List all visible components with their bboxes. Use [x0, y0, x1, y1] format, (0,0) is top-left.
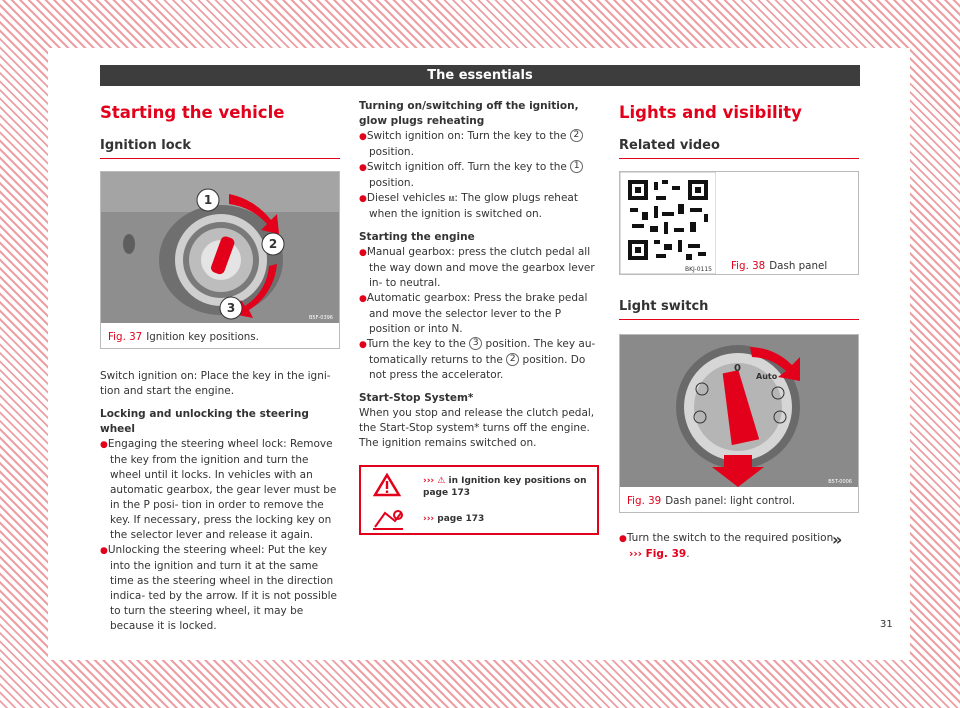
bullet-engage-lock: ● Engaging the steering wheel lock: Remove the key from the ignition and turn the wheel until it locks. In vehicles with an automatic gearbox, the gear lever must be in the P posi- tion in order to remove the key. If necessary, press the locking key on the selector lever and release it again. [100, 437, 340, 543]
section-title: Starting the vehicle [100, 103, 285, 122]
figure-37 [100, 171, 340, 349]
warning-ref[interactable]: ››› ⚠ in Ignition key positions on page 173 [423, 476, 587, 498]
warning-box [359, 465, 599, 535]
position-2-badge-b: 2 [506, 353, 519, 366]
fig39-caption: Fig. 39 Dash panel: light control. [627, 495, 796, 507]
ignition-illustration [101, 172, 339, 323]
light-switch-illustration [620, 335, 858, 487]
bullet-unlock: ● Unlocking the steering wheel: Put the key into the ignition and turn it at the same time as the steering wheel in the direction indica- ted by the arrow. If it is not possible to turn the steering wheel, it may be because it is locked. [100, 543, 340, 634]
bullet-switch-on: ● Switch ignition on: Turn the key to the 2 position. [359, 129, 599, 160]
fig38-caption: Fig. 38 Dash panel [731, 260, 828, 272]
fig37-label-2: 2 [268, 237, 278, 251]
bullet-automatic: ● Automatic gearbox: Press the brake pedal and move the selector lever to the P position or into N. [359, 291, 599, 337]
intro-text: Switch ignition on: Place the key in the igni- tion and start the engine. [100, 370, 331, 397]
bullet-turn-key: ● Turn the key to the 3 position. The key au- tomatically returns to the 2 position. Do not press the accelerator. [359, 337, 599, 383]
chapter-header: The essentials [100, 65, 860, 86]
bullet-turn-switch: ● Turn the switch to the required position ››› Fig. 39. [619, 531, 859, 562]
lock-heading: Locking and unlocking the steering wheel [100, 408, 309, 435]
continue-marker: » [832, 530, 843, 549]
bullet-manual: ● Manual gearbox: press the clutch pedal all the way down and move the gearbox lever in- to neutral. [359, 245, 599, 291]
fig37-number: Fig. 37 [108, 331, 143, 343]
subsection-related-video: Related video [619, 138, 859, 159]
starting-heading: Starting the engine [359, 231, 475, 243]
glow-plug-icon: ⩏ [448, 193, 455, 204]
start-stop-heading: Start-Stop System* [359, 392, 474, 404]
position-1-badge: 1 [570, 160, 583, 173]
figure-38[interactable] [619, 171, 859, 275]
subsection-title: Ignition lock [100, 138, 340, 159]
bullet-diesel: ● Diesel vehicles ⩏: The glow plugs reheat when the ignition is switched on. [359, 191, 599, 222]
fig38-code: BKJ-0115 [684, 266, 712, 273]
fig39-link[interactable]: ››› Fig. 39 [629, 548, 687, 560]
column-3 [619, 96, 859, 562]
position-2-badge: 2 [570, 129, 583, 142]
start-stop-text: When you stop and release the clutch pedal, the Start-Stop system* turns off the engine. The ignition remains switched on. [359, 407, 595, 449]
bullet-switch-off: ● Switch ignition off. Turn the key to the 1 position. [359, 160, 599, 191]
fig39-code: B5T-0006 [828, 479, 852, 485]
warning-icon [373, 473, 401, 497]
ignition-heading: Turning on/switching off the ignition, glow plugs reheating [359, 100, 579, 127]
fig37-caption: Fig. 37 Ignition key positions. [108, 331, 259, 343]
fig39-label-auto: Auto [756, 372, 778, 381]
column-1 [100, 96, 340, 634]
fig37-code: B5F-0396 [308, 315, 333, 321]
page-number: 31 [880, 619, 893, 630]
column-2 [359, 99, 599, 535]
section-title-lights: Lights and visibility [619, 103, 802, 122]
fig37-label-3: 3 [226, 301, 236, 315]
fig39-label-0: 0 [734, 363, 741, 374]
note-ref[interactable]: ››› page 173 [423, 514, 485, 524]
qr-code-icon[interactable] [620, 172, 716, 274]
fig37-label-1: 1 [203, 193, 213, 207]
note-icon [371, 507, 405, 531]
subsection-light-switch: Light switch [619, 299, 859, 320]
position-3-badge: 3 [469, 337, 482, 350]
figure-39 [619, 334, 859, 513]
